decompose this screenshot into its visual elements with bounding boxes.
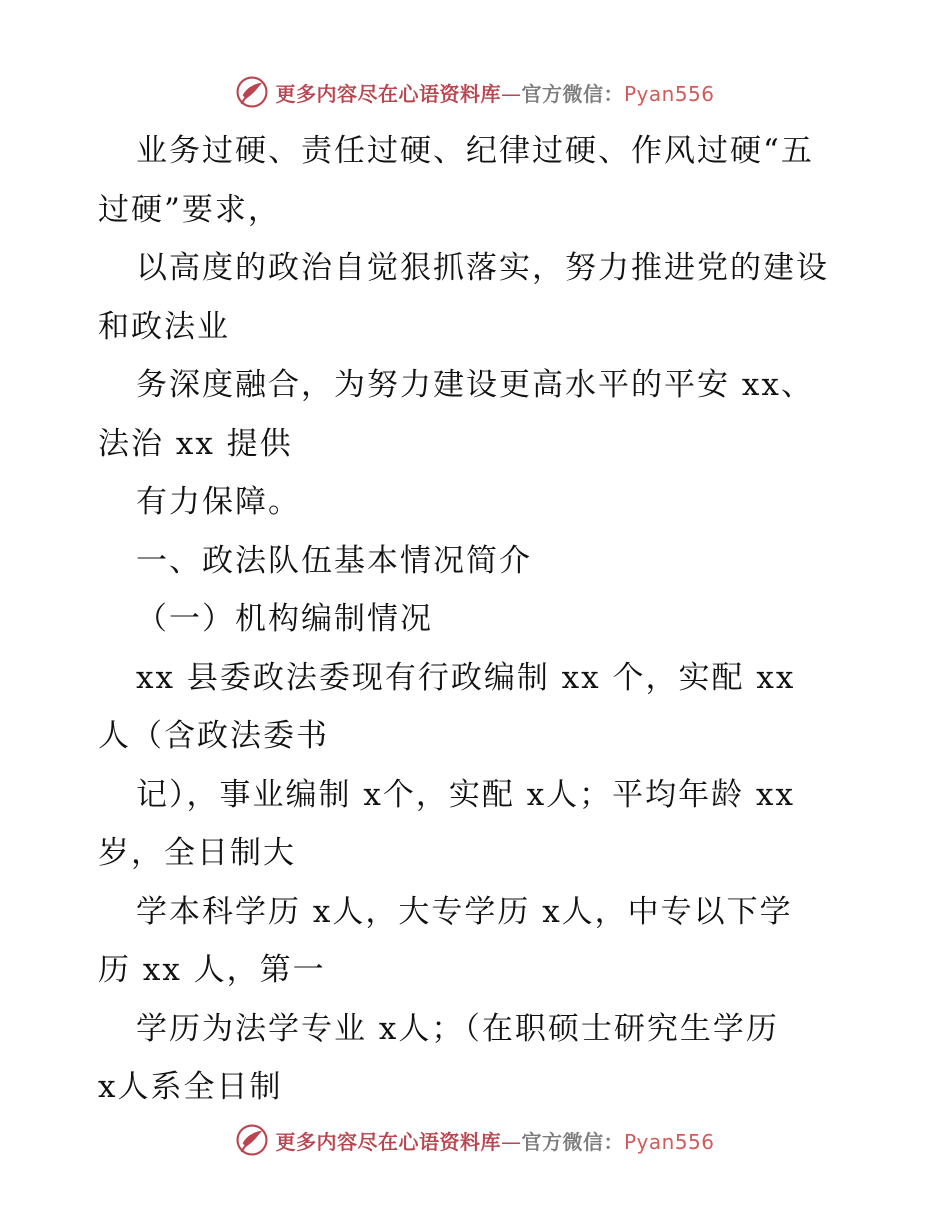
text-line: x人系全日制: [98, 1069, 283, 1105]
banner-official-label: 官方微信：: [521, 81, 624, 106]
banner-wechat-id: Pyan556: [623, 1129, 715, 1154]
banner-main-text: 更多内容尽在心语资料库: [275, 81, 501, 106]
section-heading: 一、政法队伍基本情况简介: [136, 542, 532, 579]
text-line: 人（含政法委书: [98, 718, 329, 754]
text-line: 岁，全日制大: [98, 835, 296, 871]
pen-logo-icon: [235, 1123, 269, 1157]
banner-main-text: 更多内容尽在心语资料库: [275, 1129, 501, 1154]
footer-watermark-banner: [0, 1120, 950, 1160]
text-line: 业务过硬、责任过硬、纪律过硬、作风过硬“五: [136, 133, 814, 169]
text-line: 过硬”要求，: [98, 191, 281, 228]
document-body: [98, 122, 858, 1117]
text-line: 法治 xx 提供: [98, 425, 293, 462]
banner-dash: —: [500, 1129, 522, 1154]
text-line: 以高度的政治自觉狠抓落实，努力推进党的建设: [136, 250, 829, 286]
text-line: xx 县委政法委现有行政编制 xx 个，实配 xx: [136, 659, 796, 696]
text-line: 学历为法学专业 x人；（在职硕士研究生学历: [136, 1010, 779, 1047]
banner-dash: —: [500, 81, 522, 106]
text-line: 务深度融合，为努力建设更高水平的平安 xx、: [136, 367, 814, 403]
text-line: 和政法业: [98, 308, 230, 345]
footer-banner-text: [275, 1126, 714, 1155]
banner-official-label: 官方微信：: [521, 1129, 624, 1154]
text-line: 有力保障。: [136, 484, 301, 520]
pen-logo-icon: [235, 75, 269, 109]
text-line: 记），事业编制 x个，实配 x人；平均年龄 xx: [136, 776, 795, 813]
banner-wechat-id: Pyan556: [623, 81, 715, 106]
text-line: 学本科学历 x人，大专学历 x人，中专以下学: [136, 893, 793, 930]
header-banner-text: [275, 78, 714, 107]
header-watermark-banner: [0, 72, 950, 112]
subsection-heading: （一）机构编制情况: [136, 601, 433, 637]
text-line: 历 xx 人，第一: [98, 952, 326, 988]
